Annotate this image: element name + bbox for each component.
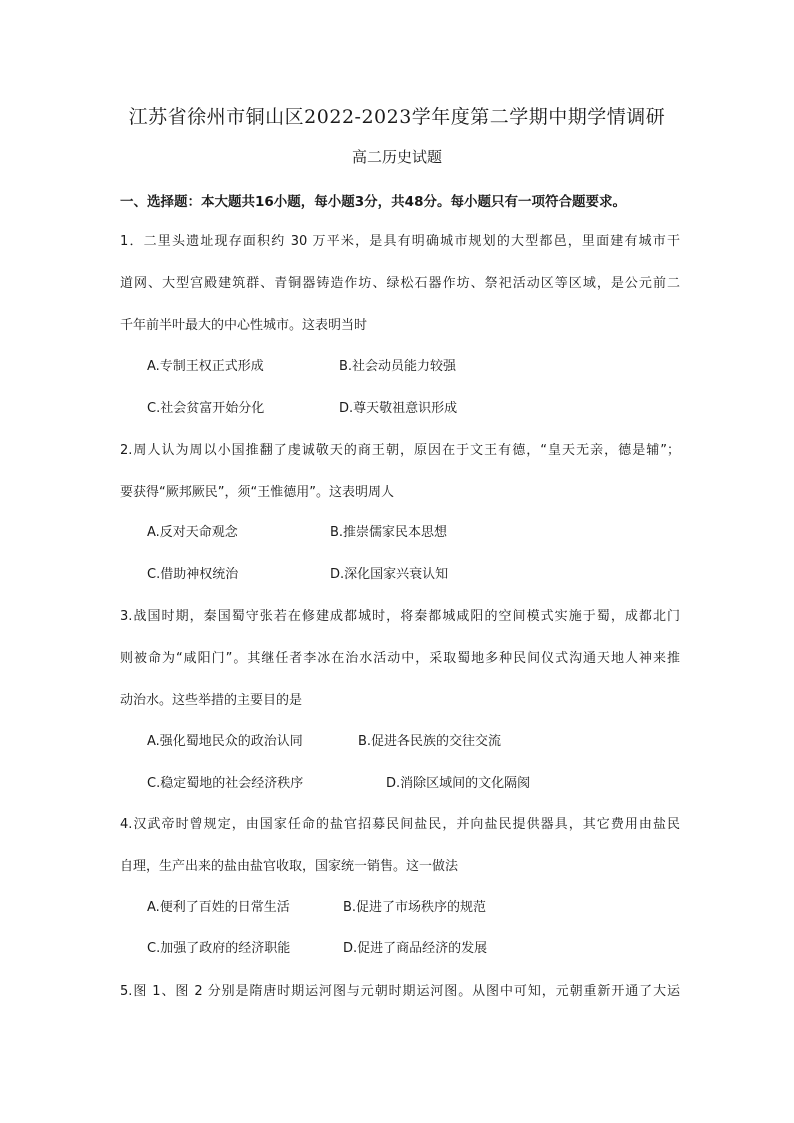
question-3-line-2: 则被命为“咸阳门”。其继任者李冰在治水活动中，采取蜀地多种民间仪式沟通天地人神来推 [120,651,680,666]
question-2-line-2: 要获得“厥邦厥民”，须“王惟德用”。这表明周人 [120,485,394,500]
question-4-option-b[interactable]: B.促进了市场秩序的规范 [343,900,487,915]
question-3-line-3: 动治水。这些举措的主要目的是 [120,693,303,708]
question-2-line-1: 2.周人认为周以小国推翻了虔诚敬天的商王朝，原因在于文王有德，“皇天无亲，德是辅”； [120,443,680,458]
question-1-option-b[interactable]: B.社会动员能力较强 [339,359,457,374]
question-1-line-3: 千年前半叶最大的中心性城市。这表明当时 [120,318,368,333]
question-3-option-c[interactable]: C.稳定蜀地的社会经济秩序 [147,776,304,791]
question-3-option-d[interactable]: D.消除区域间的文化隔阂 [386,776,531,791]
question-4-option-c[interactable]: C.加强了政府的经济职能 [147,941,291,956]
question-2-option-c[interactable]: C.借助神权统治 [147,567,239,582]
exam-title: 江苏省徐州市铜山区2022-2023学年度第二学期中期学情调研 [128,106,666,128]
question-2-option-b[interactable]: B.推崇儒家民本思想 [330,525,448,540]
question-1-option-a[interactable]: A.专制王权正式形成 [147,359,264,374]
question-1-option-d[interactable]: D.尊天敬祖意识形成 [339,401,458,416]
question-2-option-a[interactable]: A.反对天命观念 [147,525,238,540]
question-4-line-2: 自理，生产出来的盐由盐官收取，国家统一销售。这一做法 [120,859,459,874]
exam-subtitle: 高二历史试题 [351,148,442,166]
question-4-option-d[interactable]: D.促进了商品经济的发展 [343,941,488,956]
question-4-line-1: 4.汉武帝时曾规定，由国家任命的盐官招募民间盐民，并向盐民提供器具，其它费用由盐民 [120,817,680,832]
question-2-option-d[interactable]: D.深化国家兴衰认知 [330,567,449,582]
question-5-line-1: 5.图 1、图 2 分别是隋唐时期运河图与元朝时期运河图。从图中可知，元朝重新开通了大运 [120,984,680,999]
question-1-option-c[interactable]: C.社会贫富开始分化 [147,401,265,416]
question-1-line-2: 道网、大型宫殿建筑群、青铜器铸造作坊、绿松石器作坊、祭祀活动区等区域，是公元前二 [120,276,680,291]
question-3-option-a[interactable]: A.强化蜀地民众的政治认同 [147,734,303,749]
question-1-line-1: 1．二里头遗址现存面积约 30 万平米，是具有明确城市规划的大型都邑，里面建有城市干 [120,234,680,249]
question-4-option-a[interactable]: A.便利了百姓的日常生活 [147,900,290,915]
question-3-line-1: 3.战国时期，秦国蜀守张若在修建成都城时，将秦都城咸阳的空间模式实施于蜀，成都北门 [120,609,680,624]
question-3-option-b[interactable]: B.促进各民族的交往交流 [358,734,502,749]
section-heading: 一、选择题：本大题共16小题，每小题3分，共48分。每小题只有一项符合题要求。 [120,194,626,210]
